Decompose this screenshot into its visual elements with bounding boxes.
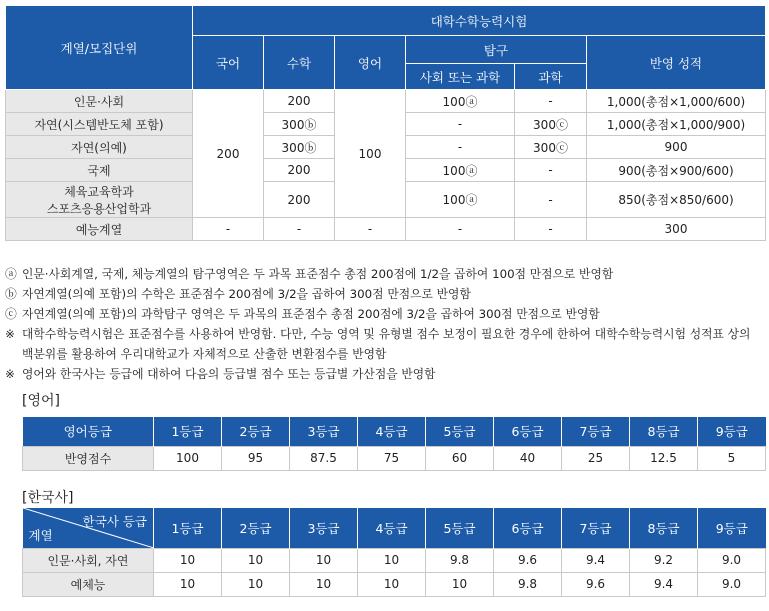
- math-value: 200: [264, 159, 335, 182]
- social-value: 100ⓐ: [406, 90, 515, 113]
- grade-score: 9.8: [426, 548, 494, 572]
- grade-header: 6등급: [494, 508, 562, 548]
- math-value: 200: [264, 182, 335, 218]
- grade-header: 8등급: [630, 508, 698, 548]
- row-unit-line2: 스포츠응용산업학과: [46, 201, 152, 216]
- english-value: 100: [335, 90, 406, 218]
- footnote-text: 인문·사회계열, 국제, 체능계열의 탐구영역은 두 과목 표준점수 총점 200점에 1/2을 곱하여 100점 만점으로 반영함: [22, 267, 614, 281]
- history-grade-table: [22, 508, 766, 597]
- footnote-mark: ※: [5, 367, 15, 381]
- grade-score: 75: [358, 446, 426, 470]
- grade-score: 40: [494, 446, 562, 470]
- history-section-title: [한국사]: [22, 490, 74, 506]
- grade-score: 9.0: [698, 548, 766, 572]
- english-grade-table: [22, 417, 766, 471]
- footnote: [5, 364, 765, 384]
- grade-score: 9.8: [494, 572, 562, 596]
- social-value: 100ⓐ: [406, 182, 515, 218]
- grade-score: 9.4: [562, 548, 630, 572]
- score-value: 1,000(총점×1,000/600): [587, 90, 766, 113]
- grade-header: 7등급: [562, 508, 630, 548]
- grade-header: 9등급: [698, 417, 766, 446]
- corner-bottom-label: 계열: [28, 527, 53, 543]
- social-value: -: [406, 136, 515, 159]
- grade-header: 3등급: [290, 508, 358, 548]
- grade-score: 10: [222, 548, 290, 572]
- social-value: -: [406, 113, 515, 136]
- grade-score: 9.6: [494, 548, 562, 572]
- footnote-mark: ⓒ: [5, 307, 17, 321]
- grade-score: 10: [154, 572, 222, 596]
- social-value: 100ⓐ: [406, 159, 515, 182]
- grade-score: 100: [154, 446, 222, 470]
- grade-header: 1등급: [154, 508, 222, 548]
- grade-header: 6등급: [494, 417, 562, 446]
- grade-score: 9.0: [698, 572, 766, 596]
- grade-header: 8등급: [630, 417, 698, 446]
- grade-header: 2등급: [222, 508, 290, 548]
- footnote-text: 자연계열(의예 포함)의 과학탐구 영역은 두 과목의 표준점수 총점 200점에 3/2을 곱하여 300점 만점으로 반영함: [22, 307, 600, 321]
- science-value: -: [515, 159, 587, 182]
- corner-top-label: 한국사 등급: [82, 514, 147, 529]
- math-value: 300ⓑ: [264, 136, 335, 159]
- table-header-row: [23, 508, 766, 548]
- footnote: [5, 304, 765, 324]
- footnote: [5, 284, 765, 304]
- header-inquiry: 탐구: [406, 36, 587, 64]
- english-grade-label: 영어등급: [23, 417, 154, 446]
- table-header-row: [23, 417, 766, 446]
- grade-header: 1등급: [154, 417, 222, 446]
- social-value: -: [406, 218, 515, 241]
- score-value: 300: [587, 218, 766, 241]
- diagonal-header-cell: [23, 508, 154, 548]
- row-unit: [6, 182, 193, 218]
- footnote-mark: ※: [5, 327, 15, 341]
- header-social: 사회 또는 과학: [406, 64, 515, 90]
- english-value: -: [335, 218, 406, 241]
- header-exam: 대학수학능력시험: [193, 6, 766, 36]
- header-score: 반영 성적: [587, 36, 766, 90]
- grade-header: 2등급: [222, 417, 290, 446]
- grade-header: 4등급: [358, 417, 426, 446]
- footnote: [5, 324, 765, 364]
- row-unit: 예능계열: [6, 218, 193, 241]
- footnotes: [5, 264, 765, 384]
- score-value: 900(총점×900/600): [587, 159, 766, 182]
- grade-header: 9등급: [698, 508, 766, 548]
- table-row: [23, 572, 766, 596]
- header-unit: 계열/모집단위: [6, 6, 193, 90]
- footnote-text: 영어와 한국사는 등급에 대하여 다음의 등급별 점수 또는 등급별 가산점을 반영함: [22, 367, 436, 381]
- science-value: 300ⓒ: [515, 113, 587, 136]
- grade-score: 5: [698, 446, 766, 470]
- grade-header: 4등급: [358, 508, 426, 548]
- grade-header: 7등급: [562, 417, 630, 446]
- footnote: [5, 264, 765, 284]
- grade-score: 9.6: [562, 572, 630, 596]
- math-value: 200: [264, 90, 335, 113]
- grade-header: 5등급: [426, 417, 494, 446]
- english-section-title: [영어]: [22, 393, 60, 409]
- grade-score: 87.5: [290, 446, 358, 470]
- grade-score: 10: [222, 572, 290, 596]
- math-value: -: [264, 218, 335, 241]
- grade-score: 12.5: [630, 446, 698, 470]
- admission-score-table: [5, 5, 766, 241]
- table-row: [6, 218, 766, 241]
- footnote-text: 자연계열(의예 포함)의 수학은 표준점수 200점에 3/2을 곱하여 300점 만점으로 반영함: [22, 287, 471, 301]
- science-value: 300ⓒ: [515, 136, 587, 159]
- grade-score: 10: [358, 572, 426, 596]
- grade-score: 10: [290, 572, 358, 596]
- row-unit: 국제: [6, 159, 193, 182]
- science-value: -: [515, 90, 587, 113]
- science-value: -: [515, 218, 587, 241]
- score-value: 850(총점×850/600): [587, 182, 766, 218]
- score-value: 900: [587, 136, 766, 159]
- math-value: 300ⓑ: [264, 113, 335, 136]
- grade-score: 95: [222, 446, 290, 470]
- header-science: 과학: [515, 64, 587, 90]
- row-unit-line1: 체육교육학과: [64, 184, 134, 199]
- header-english: 영어: [335, 36, 406, 90]
- korean-value: 200: [193, 90, 264, 218]
- score-value: 1,000(총점×1,000/900): [587, 113, 766, 136]
- grade-score: 10: [358, 548, 426, 572]
- grade-score: 10: [290, 548, 358, 572]
- row-unit: 자연(의예): [6, 136, 193, 159]
- science-value: -: [515, 182, 587, 218]
- korean-value: -: [193, 218, 264, 241]
- grade-score: 60: [426, 446, 494, 470]
- footnote-mark: ⓐ: [5, 267, 17, 281]
- grade-score: 10: [426, 572, 494, 596]
- table-row: [23, 548, 766, 572]
- grade-score: 10: [154, 548, 222, 572]
- table-row: [6, 90, 766, 113]
- grade-score: 9.2: [630, 548, 698, 572]
- row-label: 예체능: [23, 572, 154, 596]
- grade-header: 5등급: [426, 508, 494, 548]
- row-label: 인문·사회, 자연: [23, 548, 154, 572]
- header-korean: 국어: [193, 36, 264, 90]
- row-label: 반영점수: [23, 446, 154, 470]
- row-unit: 자연(시스템반도체 포함): [6, 113, 193, 136]
- grade-score: 25: [562, 446, 630, 470]
- footnote-mark: ⓑ: [5, 287, 17, 301]
- header-math: 수학: [264, 36, 335, 90]
- grade-score: 9.4: [630, 572, 698, 596]
- footnote-text: 대학수학능력시험은 표준점수를 사용하여 반영함. 다만, 수능 영역 및 유형별 점수 보정이 필요한 경우에 한하여 대학수학능력시험 성적표 상의 백분위를 활용하여 우리대학교가 자체적으로 산출한 변환점수를 반영함: [22, 327, 751, 361]
- grade-header: 3등급: [290, 417, 358, 446]
- table-row: [23, 446, 766, 470]
- row-unit: 인문·사회: [6, 90, 193, 113]
